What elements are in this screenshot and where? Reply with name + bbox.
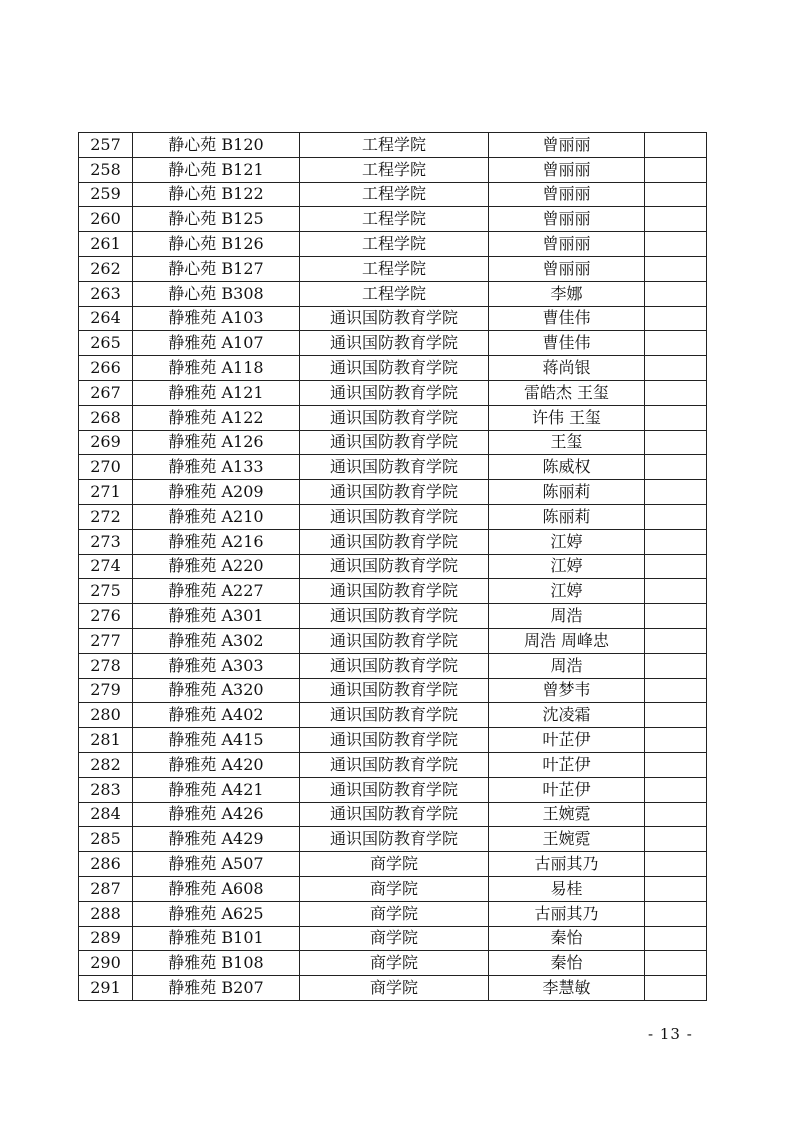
person-cell: 叶芷伊 (489, 728, 645, 753)
row-number-cell: 290 (79, 951, 133, 976)
person-cell: 秦怡 (489, 926, 645, 951)
table-row (79, 678, 707, 703)
row-number-cell: 279 (79, 678, 133, 703)
note-cell (645, 752, 707, 777)
row-number-cell: 278 (79, 653, 133, 678)
person-cell: 易桂 (489, 876, 645, 901)
table-row (79, 529, 707, 554)
room-cell: 静雅苑 A608 (133, 876, 300, 901)
note-cell (645, 430, 707, 455)
college-cell: 商学院 (300, 901, 489, 926)
row-number-cell: 275 (79, 579, 133, 604)
table-row (79, 281, 707, 306)
roster-table (78, 132, 707, 1001)
person-cell: 叶芷伊 (489, 777, 645, 802)
person-cell: 陈丽莉 (489, 480, 645, 505)
room-cell: 静雅苑 A625 (133, 901, 300, 926)
row-number-cell: 270 (79, 455, 133, 480)
college-cell: 通识国防教育学院 (300, 703, 489, 728)
note-cell (645, 777, 707, 802)
person-cell: 曾丽丽 (489, 256, 645, 281)
table-row (79, 306, 707, 331)
note-cell (645, 653, 707, 678)
note-cell (645, 678, 707, 703)
table-row (79, 852, 707, 877)
room-cell: 静雅苑 A133 (133, 455, 300, 480)
college-cell: 通识国防教育学院 (300, 604, 489, 629)
table-row (79, 182, 707, 207)
table-row (79, 504, 707, 529)
college-cell: 通识国防教育学院 (300, 405, 489, 430)
room-cell: 静心苑 B121 (133, 157, 300, 182)
room-cell: 静雅苑 A126 (133, 430, 300, 455)
room-cell: 静雅苑 A429 (133, 827, 300, 852)
college-cell: 通识国防教育学院 (300, 752, 489, 777)
college-cell: 通识国防教育学院 (300, 529, 489, 554)
person-cell: 陈丽莉 (489, 504, 645, 529)
college-cell: 通识国防教育学院 (300, 678, 489, 703)
college-cell: 商学院 (300, 876, 489, 901)
person-cell: 周浩 (489, 604, 645, 629)
college-cell: 商学院 (300, 852, 489, 877)
table-row (79, 876, 707, 901)
college-cell: 工程学院 (300, 232, 489, 257)
note-cell (645, 876, 707, 901)
room-cell: 静雅苑 A122 (133, 405, 300, 430)
note-cell (645, 256, 707, 281)
table-row (79, 256, 707, 281)
row-number-cell: 259 (79, 182, 133, 207)
note-cell (645, 232, 707, 257)
person-cell: 江婷 (489, 554, 645, 579)
room-cell: 静雅苑 A421 (133, 777, 300, 802)
row-number-cell: 282 (79, 752, 133, 777)
note-cell (645, 356, 707, 381)
table-row (79, 554, 707, 579)
person-cell: 秦怡 (489, 951, 645, 976)
note-cell (645, 579, 707, 604)
row-number-cell: 287 (79, 876, 133, 901)
table-row (79, 579, 707, 604)
college-cell: 商学院 (300, 951, 489, 976)
note-cell (645, 951, 707, 976)
person-cell: 曾丽丽 (489, 157, 645, 182)
row-number-cell: 283 (79, 777, 133, 802)
table-row (79, 703, 707, 728)
row-number-cell: 268 (79, 405, 133, 430)
note-cell (645, 405, 707, 430)
college-cell: 通识国防教育学院 (300, 331, 489, 356)
table-row (79, 157, 707, 182)
person-cell: 曾丽丽 (489, 182, 645, 207)
note-cell (645, 604, 707, 629)
person-cell: 古丽其乃 (489, 852, 645, 877)
room-cell: 静雅苑 B108 (133, 951, 300, 976)
person-cell: 周浩 周峰忠 (489, 628, 645, 653)
note-cell (645, 380, 707, 405)
row-number-cell: 260 (79, 207, 133, 232)
row-number-cell: 264 (79, 306, 133, 331)
room-cell: 静心苑 B126 (133, 232, 300, 257)
person-cell: 沈凌霜 (489, 703, 645, 728)
table-row (79, 976, 707, 1001)
row-number-cell: 288 (79, 901, 133, 926)
note-cell (645, 529, 707, 554)
table-row (79, 951, 707, 976)
college-cell: 通识国防教育学院 (300, 504, 489, 529)
row-number-cell: 273 (79, 529, 133, 554)
college-cell: 工程学院 (300, 157, 489, 182)
college-cell: 工程学院 (300, 182, 489, 207)
table-row (79, 133, 707, 158)
table-row (79, 331, 707, 356)
row-number-cell: 263 (79, 281, 133, 306)
row-number-cell: 285 (79, 827, 133, 852)
row-number-cell: 257 (79, 133, 133, 158)
room-cell: 静雅苑 A121 (133, 380, 300, 405)
room-cell: 静雅苑 B207 (133, 976, 300, 1001)
table-row (79, 430, 707, 455)
row-number-cell: 269 (79, 430, 133, 455)
college-cell: 通识国防教育学院 (300, 802, 489, 827)
room-cell: 静心苑 B120 (133, 133, 300, 158)
room-cell: 静心苑 B308 (133, 281, 300, 306)
person-cell: 曹佳伟 (489, 331, 645, 356)
table-row (79, 728, 707, 753)
row-number-cell: 274 (79, 554, 133, 579)
row-number-cell: 262 (79, 256, 133, 281)
row-number-cell: 258 (79, 157, 133, 182)
room-cell: 静雅苑 A420 (133, 752, 300, 777)
row-number-cell: 276 (79, 604, 133, 629)
note-cell (645, 802, 707, 827)
row-number-cell: 272 (79, 504, 133, 529)
person-cell: 李慧敏 (489, 976, 645, 1001)
note-cell (645, 133, 707, 158)
college-cell: 通识国防教育学院 (300, 827, 489, 852)
table-row (79, 207, 707, 232)
table-row (79, 802, 707, 827)
note-cell (645, 157, 707, 182)
row-number-cell: 277 (79, 628, 133, 653)
person-cell: 曾丽丽 (489, 133, 645, 158)
room-cell: 静雅苑 A107 (133, 331, 300, 356)
college-cell: 通识国防教育学院 (300, 628, 489, 653)
note-cell (645, 703, 707, 728)
note-cell (645, 455, 707, 480)
person-cell: 李娜 (489, 281, 645, 306)
table-row (79, 752, 707, 777)
college-cell: 工程学院 (300, 133, 489, 158)
note-cell (645, 306, 707, 331)
table-row (79, 901, 707, 926)
row-number-cell: 261 (79, 232, 133, 257)
room-cell: 静心苑 B127 (133, 256, 300, 281)
college-cell: 通识国防教育学院 (300, 430, 489, 455)
note-cell (645, 901, 707, 926)
person-cell: 江婷 (489, 579, 645, 604)
room-cell: 静雅苑 A426 (133, 802, 300, 827)
table-row (79, 926, 707, 951)
college-cell: 通识国防教育学院 (300, 306, 489, 331)
college-cell: 通识国防教育学院 (300, 380, 489, 405)
room-cell: 静雅苑 A507 (133, 852, 300, 877)
note-cell (645, 207, 707, 232)
table-row (79, 232, 707, 257)
table-row (79, 653, 707, 678)
person-cell: 周浩 (489, 653, 645, 678)
college-cell: 通识国防教育学院 (300, 777, 489, 802)
room-cell: 静心苑 B125 (133, 207, 300, 232)
note-cell (645, 281, 707, 306)
table-row (79, 405, 707, 430)
note-cell (645, 628, 707, 653)
room-cell: 静雅苑 A118 (133, 356, 300, 381)
person-cell: 王婉霓 (489, 827, 645, 852)
room-cell: 静雅苑 A301 (133, 604, 300, 629)
room-cell: 静雅苑 A227 (133, 579, 300, 604)
note-cell (645, 182, 707, 207)
person-cell: 曾梦韦 (489, 678, 645, 703)
room-cell: 静雅苑 A103 (133, 306, 300, 331)
college-cell: 通识国防教育学院 (300, 455, 489, 480)
table-row (79, 628, 707, 653)
college-cell: 商学院 (300, 926, 489, 951)
room-cell: 静雅苑 A303 (133, 653, 300, 678)
roster-body (79, 133, 707, 1001)
table-row (79, 777, 707, 802)
college-cell: 通识国防教育学院 (300, 356, 489, 381)
note-cell (645, 926, 707, 951)
room-cell: 静雅苑 A216 (133, 529, 300, 554)
note-cell (645, 827, 707, 852)
room-cell: 静雅苑 B101 (133, 926, 300, 951)
note-cell (645, 504, 707, 529)
room-cell: 静雅苑 A302 (133, 628, 300, 653)
college-cell: 通识国防教育学院 (300, 554, 489, 579)
table-row (79, 380, 707, 405)
row-number-cell: 281 (79, 728, 133, 753)
row-number-cell: 271 (79, 480, 133, 505)
person-cell: 陈威权 (489, 455, 645, 480)
note-cell (645, 852, 707, 877)
college-cell: 工程学院 (300, 207, 489, 232)
college-cell: 通识国防教育学院 (300, 728, 489, 753)
note-cell (645, 976, 707, 1001)
room-cell: 静心苑 B122 (133, 182, 300, 207)
room-cell: 静雅苑 A220 (133, 554, 300, 579)
room-cell: 静雅苑 A210 (133, 504, 300, 529)
college-cell: 工程学院 (300, 281, 489, 306)
table-row (79, 455, 707, 480)
person-cell: 王玺 (489, 430, 645, 455)
person-cell: 雷皓杰 王玺 (489, 380, 645, 405)
college-cell: 通识国防教育学院 (300, 480, 489, 505)
row-number-cell: 266 (79, 356, 133, 381)
row-number-cell: 286 (79, 852, 133, 877)
college-cell: 商学院 (300, 976, 489, 1001)
row-number-cell: 265 (79, 331, 133, 356)
table-row (79, 604, 707, 629)
person-cell: 古丽其乃 (489, 901, 645, 926)
room-cell: 静雅苑 A209 (133, 480, 300, 505)
person-cell: 曹佳伟 (489, 306, 645, 331)
table-row (79, 480, 707, 505)
row-number-cell: 284 (79, 802, 133, 827)
row-number-cell: 267 (79, 380, 133, 405)
note-cell (645, 480, 707, 505)
person-cell: 曾丽丽 (489, 232, 645, 257)
college-cell: 通识国防教育学院 (300, 653, 489, 678)
row-number-cell: 280 (79, 703, 133, 728)
room-cell: 静雅苑 A415 (133, 728, 300, 753)
row-number-cell: 289 (79, 926, 133, 951)
person-cell: 蒋尚银 (489, 356, 645, 381)
college-cell: 工程学院 (300, 256, 489, 281)
person-cell: 江婷 (489, 529, 645, 554)
person-cell: 叶芷伊 (489, 752, 645, 777)
person-cell: 许伟 王玺 (489, 405, 645, 430)
table-row (79, 356, 707, 381)
table-row (79, 827, 707, 852)
row-number-cell: 291 (79, 976, 133, 1001)
person-cell: 曾丽丽 (489, 207, 645, 232)
note-cell (645, 331, 707, 356)
person-cell: 王婉霓 (489, 802, 645, 827)
room-cell: 静雅苑 A320 (133, 678, 300, 703)
page-number: - 13 - (648, 1025, 693, 1043)
room-cell: 静雅苑 A402 (133, 703, 300, 728)
note-cell (645, 554, 707, 579)
note-cell (645, 728, 707, 753)
college-cell: 通识国防教育学院 (300, 579, 489, 604)
